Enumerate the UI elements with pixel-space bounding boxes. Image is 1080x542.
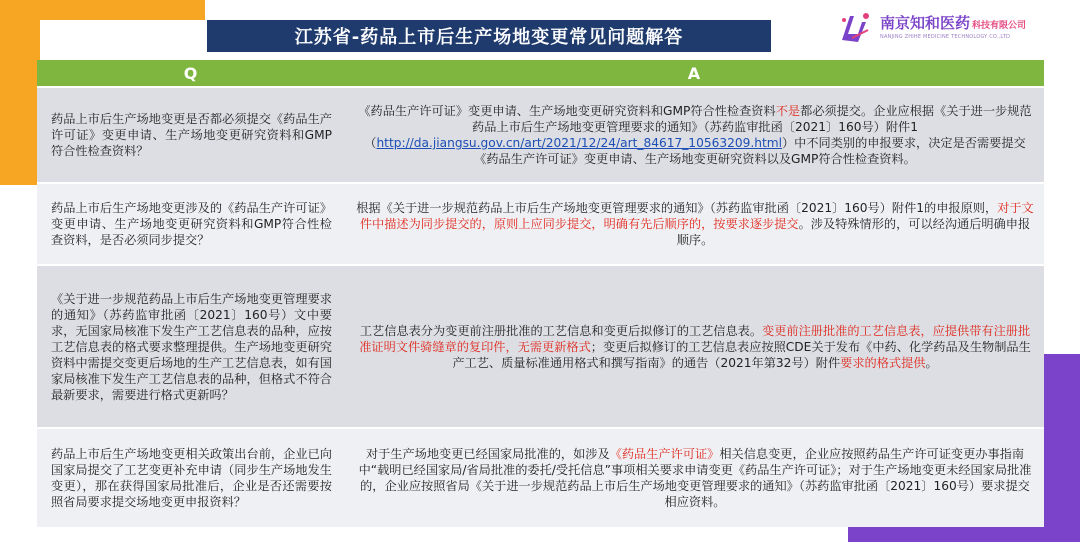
logo-company-suffix: 科技有限公司 — [972, 20, 1027, 31]
question-cell: 药品上市后生产场地变更是否都必须提交《药品生产许可证》变更申请、生产场地变更研究资料和GMP符合性检查资料？ — [37, 86, 344, 182]
qa-table — [37, 60, 1044, 527]
answer-text: 相关信息变更，企业应按照药品生产许可证变更办事指南中“载明已经国家局/省局批准的委托/受托信息”事项相关要求申请变更《药品生产许可证》；对于生产场地变更未经国家局批准的，企业应按照省局《关于进一步规范药品上市后生产场地变更管理要求的通知》（苏药监审批函〔2021〕160号）要求提交相应资料。 — [358, 447, 1032, 509]
answer-text: 对于生产场地变更已经国家局批准的，如涉及 — [365, 447, 610, 461]
table-row — [37, 182, 1044, 264]
answer-highlight: 对于文件中描述为同步提交的，原则上应同步提交，明确有先后顺序的，按要求逐步提交 — [359, 201, 1034, 231]
answer-text: 工艺信息表分为变更前注册批准的工艺信息和变更后拟修订的工艺信息表。 — [359, 323, 763, 338]
orange-side-decoration — [0, 0, 40, 185]
answer-highlight: 不是 — [775, 104, 801, 118]
question-cell: 《关于进一步规范药品上市后生产场地变更管理要求的通知》（苏药监审批函〔2021〕160号）文中要求，无国家局核准下发生产工艺信息表的品种，应按工艺信息表的格式要求整理提供。生产场地变更研究资料中需提交变更后场地的生产工艺信息表，如有国家局核准下发生产工艺信息表的品种，但格式不符合最新要求，需要进行格式更新吗？ — [37, 264, 344, 427]
answer-cell — [344, 264, 1044, 427]
answer-highlight: 要求的格式提供 — [840, 355, 926, 370]
header-a: A — [344, 60, 1044, 86]
answer-highlight: 变更前注册批准的工艺信息表，应提供带有注册批准证明文件骑缝章的复印件，无需更新格式 — [359, 323, 1031, 354]
table-row — [37, 264, 1044, 427]
table-row — [37, 427, 1044, 527]
company-logo — [838, 10, 1048, 44]
question-cell: 药品上市后生产场地变更涉及的《药品生产许可证》变更申请、生产场地变更研究资料和GMP符合性检查资料，是否必须同步提交？ — [37, 182, 344, 264]
answer-text: 《药品生产许可证》变更申请、生产场地变更研究资料和GMP符合性检查资料 — [358, 104, 776, 118]
answer-text: ；变更后拟修订的工艺信息表应按照CDE关于发布《中药、化学药品及生物制品生产工艺、质量标准通用格式和撰写指南》的通告（2021年第32号）附件 — [452, 339, 1031, 370]
logo-english-name: NANJING ZHIHE MEDICINE TECHNOLOGY CO.,LTD — [880, 33, 1011, 40]
answer-text: 。 — [925, 355, 938, 370]
answer-cell — [344, 182, 1044, 264]
answer-text: 都必须提交。企业应根据《关于进一步规范药品上市后生产场地变更管理要求的通知》（苏药监审批函〔2021〕160号）附件1（ — [364, 104, 1032, 150]
table-row — [37, 86, 1044, 182]
answer-text: ）中不同类别的申报要求，决定是否需要提交《药品生产许可证》变更申请、生产场地变更研究资料以及GMP符合性检查资料。 — [474, 136, 1026, 166]
answer-text: 根据《关于进一步规范药品上市后生产场地变更管理要求的通知》（苏药监审批函〔2021〕160号）附件1的申报原则， — [356, 201, 998, 215]
answer-cell — [344, 427, 1044, 527]
page-title: 江苏省-药品上市后生产场地变更常见问题解答 — [207, 20, 771, 52]
answer-highlight: 《药品生产许可证》 — [609, 447, 720, 461]
answer-cell — [344, 86, 1044, 182]
logo-company-name: 南京知和医药 — [880, 13, 971, 32]
header-q: Q — [37, 60, 344, 86]
answer-link[interactable]: http://da.jiangsu.gov.cn/art/2021/12/24/art_84617_10563209.html — [376, 136, 782, 150]
answer-text: 。涉及特殊情形的，可以经沟通后明确申报顺序。 — [676, 217, 1031, 247]
table-header-row — [37, 60, 1044, 86]
logo-mark-icon — [838, 10, 874, 44]
question-cell: 药品上市后生产场地变更相关政策出台前，企业已向国家局提交了工艺变更补充申请（同步生产场地发生变更），那在获得国家局批准后，企业是否还需要按照省局要求提交场地变更申报资料？ — [37, 427, 344, 527]
